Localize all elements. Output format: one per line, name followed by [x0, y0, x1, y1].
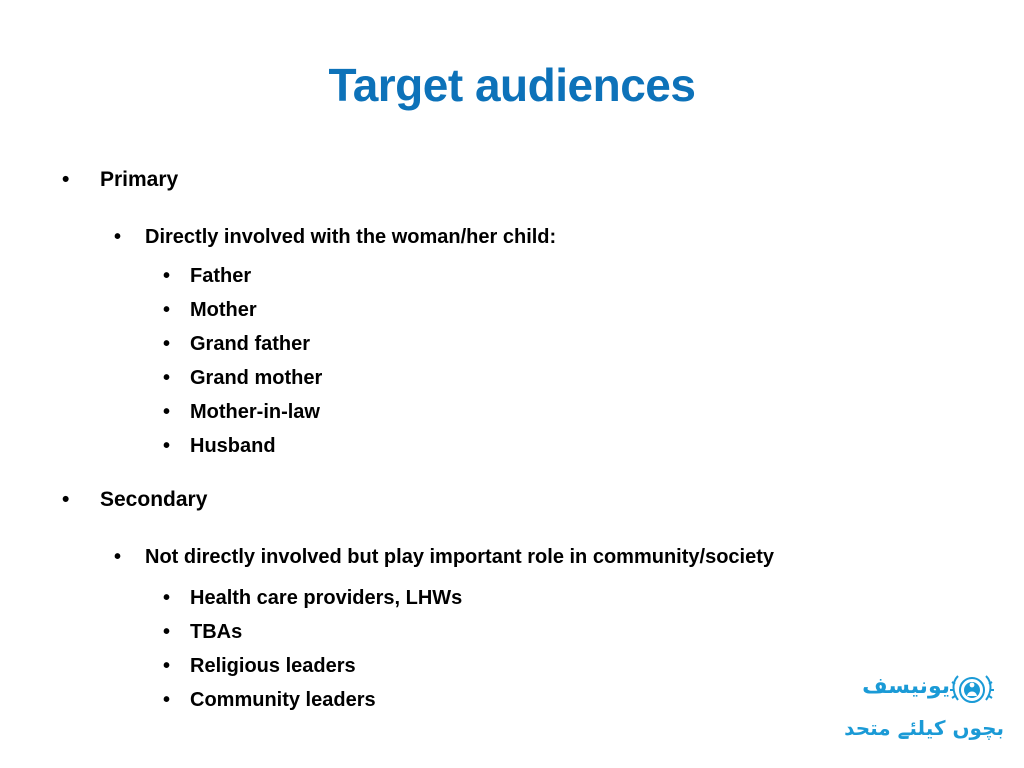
list-item: TBAs — [190, 621, 243, 643]
list-item: Father — [190, 265, 252, 287]
list-item: Grand father — [190, 333, 311, 355]
unicef-logo — [838, 668, 1008, 748]
bullet-marker: • — [163, 689, 171, 711]
bullet-primary-sub: Directly involved with the woman/her child: — [145, 226, 557, 248]
list-item: Mother-in-law — [190, 401, 320, 423]
slide-title: Target audiences — [328, 59, 696, 111]
bullet-marker: • — [163, 299, 171, 321]
list-item: Community leaders — [190, 689, 376, 711]
logo-tagline: بچوں کیلئے متحد — [844, 716, 1004, 740]
list-item: Grand mother — [190, 367, 323, 389]
bullet-marker: • — [114, 546, 122, 568]
list-item: Mother — [190, 299, 257, 321]
bullet-marker: • — [163, 265, 171, 287]
bullet-marker: • — [163, 435, 171, 457]
unicef-emblem-icon — [948, 670, 996, 710]
bullet-marker: • — [114, 226, 122, 248]
bullet-marker: • — [62, 488, 70, 511]
logo-name: یونیسف — [862, 674, 950, 699]
bullet-marker: • — [62, 168, 70, 191]
bullet-marker: • — [163, 587, 171, 609]
list-item: Husband — [190, 435, 276, 457]
bullet-marker: • — [163, 401, 171, 423]
bullet-secondary: Secondary — [100, 488, 208, 511]
bullet-marker: • — [163, 367, 171, 389]
bullet-marker: • — [163, 333, 171, 355]
bullet-marker: • — [163, 621, 171, 643]
list-item: Religious leaders — [190, 655, 356, 677]
bullet-primary: Primary — [100, 168, 179, 191]
bullet-secondary-sub: Not directly involved but play important role in community/society — [145, 546, 774, 568]
bullet-marker: • — [163, 655, 171, 677]
list-item: Health care providers, LHWs — [190, 587, 463, 609]
